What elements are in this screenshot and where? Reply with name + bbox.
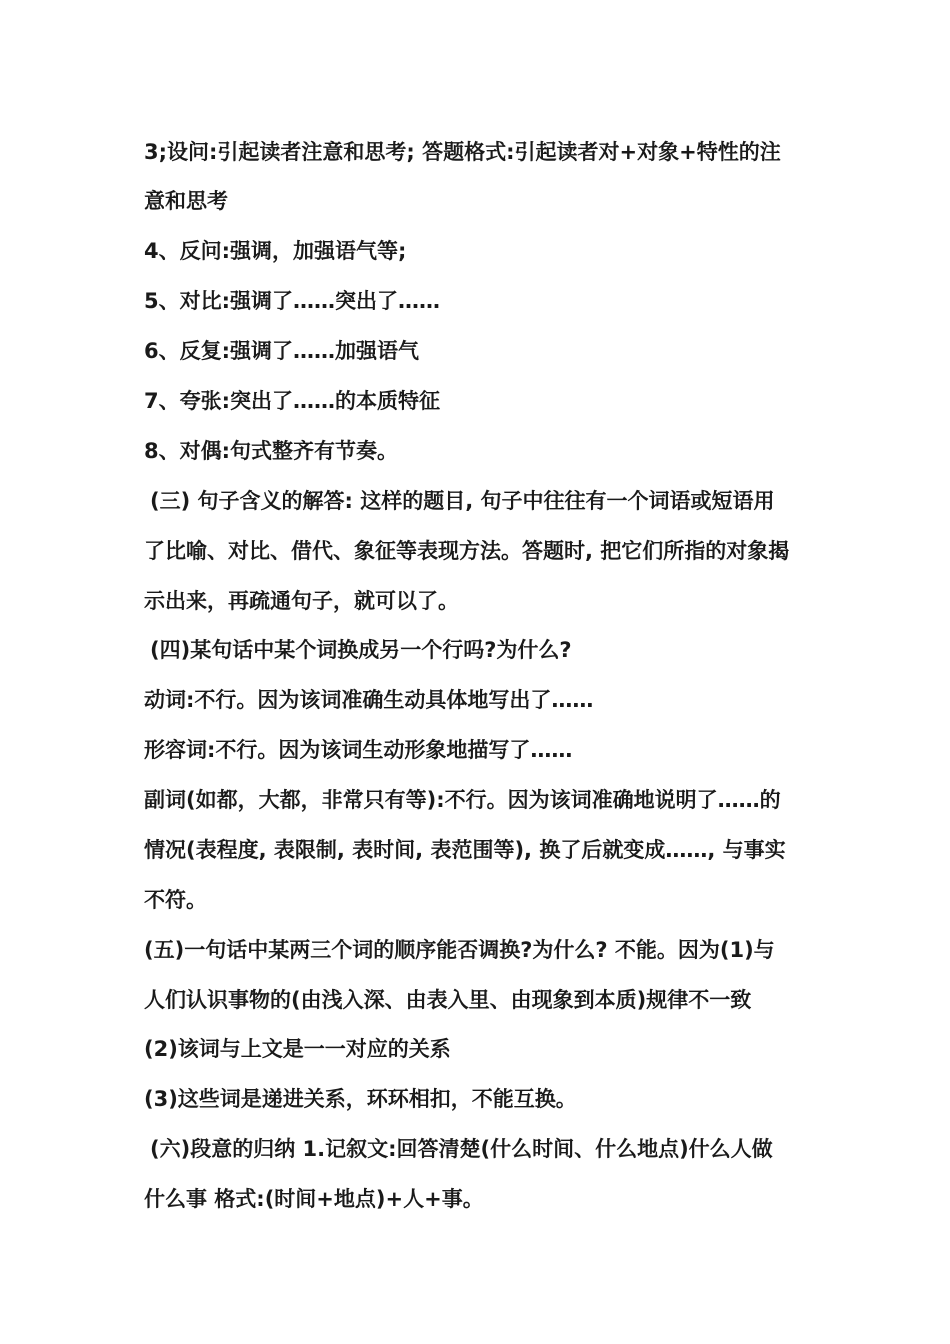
section-heading-three: (三) 句子含义的解答: 这样的题目, 句子中往往有一个词语或短语用 xyxy=(150,489,775,513)
text-line-rhetorical-question-1: 3;设问:引起读者注意和思考; 答题格式:引起读者对+对象+特性的注 xyxy=(144,140,781,164)
text-line-verb: 动词:不行。因为该词准确生动具体地写出了…… xyxy=(144,688,594,712)
text-line-section-three-2: 了比喻、对比、借代、象征等表现方法。答题时, 把它们所指的对象揭 xyxy=(144,539,790,563)
text-line-section-five-3: (2)该词与上文是一一对应的关系 xyxy=(144,1037,451,1061)
text-line-section-three-3: 示出来，再疏通句子，就可以了。 xyxy=(144,589,459,613)
text-line-section-five-4: (3)这些词是递进关系，环环相扣，不能互换。 xyxy=(144,1087,577,1111)
text-line-section-five-2: 人们认识事物的(由浅入深、由表入里、由现象到本质)规律不一致 xyxy=(144,988,752,1012)
text-line-adjective: 形容词:不行。因为该词生动形象地描写了…… xyxy=(144,738,573,762)
section-heading-four: (四)某句话中某个词换成另一个行吗?为什么? xyxy=(150,638,572,662)
text-line-adverb-1: 副词(如都，大都，非常只有等):不行。因为该词准确地说明了……的 xyxy=(144,788,781,812)
text-line-adverb-2: 情况(表程度, 表限制, 表时间, 表范围等), 换了后就变成……, 与事实 xyxy=(144,838,786,862)
section-heading-five: (五)一句话中某两三个词的顺序能否调换?为什么? 不能。因为(1)与 xyxy=(144,938,775,962)
text-line-antithesis: 8、对偶:句式整齐有节奏。 xyxy=(144,439,399,463)
text-line-repetition: 6、反复:强调了……加强语气 xyxy=(144,339,420,363)
section-heading-six: (六)段意的归纳 1.记叙文:回答清楚(什么时间、什么地点)什么人做 xyxy=(150,1137,773,1161)
text-line-contrast: 5、对比:强调了……突出了…… xyxy=(144,289,441,313)
text-line-exaggeration: 7、夸张:突出了……的本质特征 xyxy=(144,389,441,413)
text-line-rhetorical-question-2: 意和思考 xyxy=(144,189,228,213)
text-line-section-six-2: 什么事 格式:(时间+地点)+人+事。 xyxy=(144,1187,484,1211)
text-line-adverb-3: 不符。 xyxy=(144,888,207,912)
text-line-counter-question: 4、反问:强调，加强语气等; xyxy=(144,239,407,263)
